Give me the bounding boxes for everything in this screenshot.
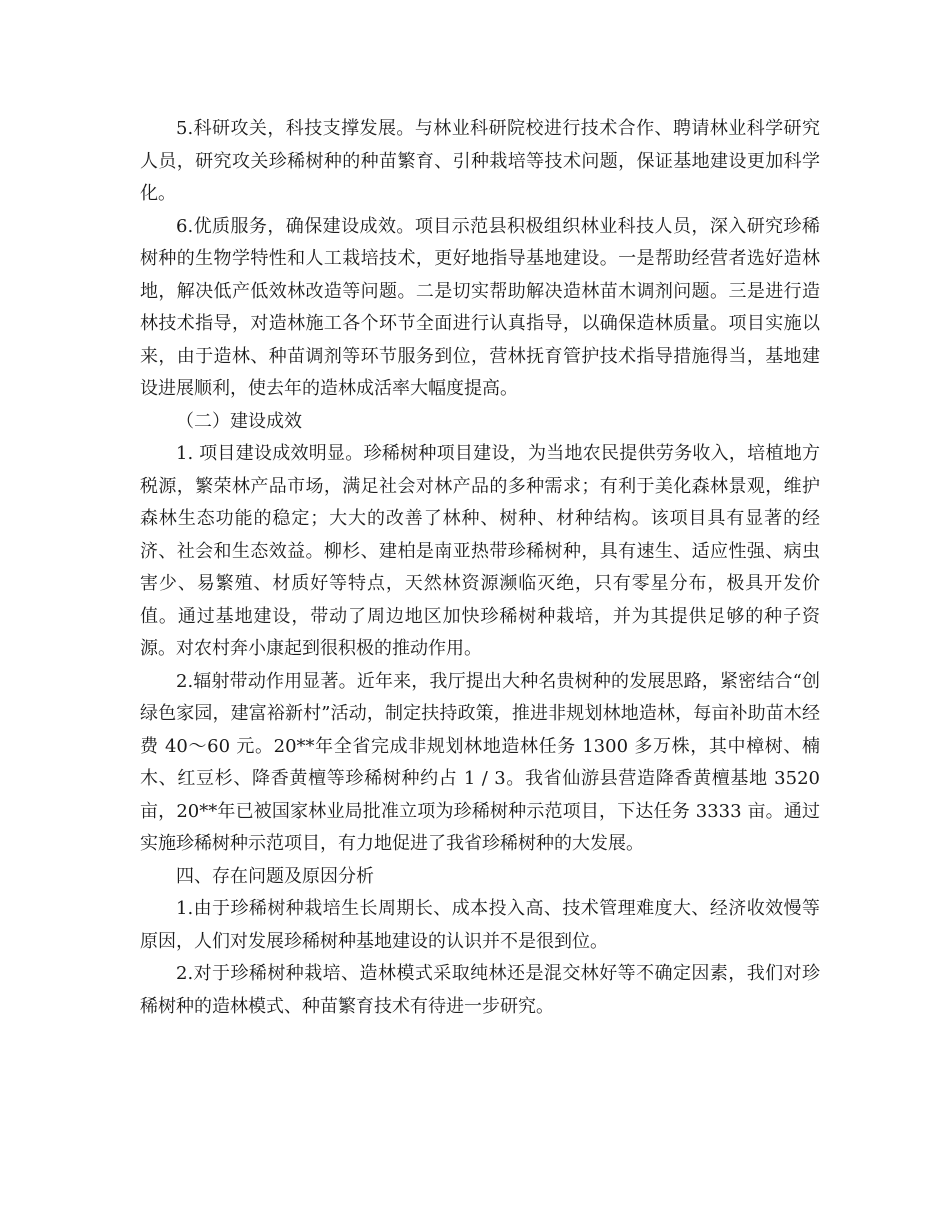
paragraph-radiation-effect: 2.辐射带动作用显著。近年来，我厅提出大种名贵树种的发展思路，紧密结合“创绿色家园，建富裕新村”活动，制定扶持政策，推进非规划林地造林，每亩补助苗木经费 40～60 元。20**年全省完成非规划林地造林任务 1300 多万株，其中樟树、楠木、红豆杉、降香黄檀等珍稀树种约占 1 / 3。我省仙游县营造降香黄檀基地 3520 亩，20**年已被国家林业局批准立项为珍稀树种示范项目，下达任务 3333 亩。通过实施珍稀树种示范项目，有力地促进了我省珍稀树种的大发展。	[140, 670, 820, 854]
paragraph-problem-2: 2.对于珍稀树种栽培、造林模式采取纯林还是混交林好等不确定因素，我们对珍稀树种的造林模式、种苗繁育技术有待进一步研究。	[140, 963, 820, 1017]
paragraph-problem-1: 1.由于珍稀树种栽培生长周期长、成本投入高、技术管理难度大、经济收效慢等原因，人们对发展珍稀树种基地建设的认识并不是很到位。	[140, 898, 820, 952]
document-body	[140, 113, 820, 1023]
paragraph-research: 5.科研攻关，科技支撑发展。与林业科研院校进行技术合作、聘请林业科学研究人员，研究攻关珍稀树种的种苗繁育、引种栽培等技术问题，保证基地建设更加科学化。	[140, 118, 820, 204]
section-heading-results: （二）建设成效	[176, 410, 302, 432]
paragraph-service: 6.优质服务，确保建设成效。项目示范县积极组织林业科技人员，深入研究珍稀树种的生物学特性和人工栽培技术，更好地指导基地建设。一是帮助经营者选好造林地，解决低产低效林改造等问题。二是切实帮助解决造林苗木调剂问题。三是进行造林技术指导，对造林施工各个环节全面进行认真指导，以确保造林质量。项目实施以来，由于造林、种苗调剂等环节服务到位，营林抚育管护技术指导措施得当，基地建设进展顺利，使去年的造林成活率大幅度提高。	[140, 215, 820, 399]
section-heading-problems: 四、存在问题及原因分析	[176, 865, 374, 887]
paragraph-project-results: 1. 项目建设成效明显。珍稀树种项目建设，为当地农民提供劳务收入，培植地方税源，繁荣林产品市场，满足社会对林产品的多种需求；有利于美化森林景观，维护森林生态功能的稳定；大大的改善了林种、树种、材种结构。该项目具有显著的经济、社会和生态效益。柳杉、建柏是南亚热带珍稀树种，具有速生、适应性强、病虫害少、易繁殖、材质好等特点，天然林资源濒临灭绝，只有零星分布，极具开发价值。通过基地建设，带动了周边地区加快珍稀树种栽培，并为其提供足够的种子资源。对农村奔小康起到很积极的推动作用。	[140, 443, 820, 659]
